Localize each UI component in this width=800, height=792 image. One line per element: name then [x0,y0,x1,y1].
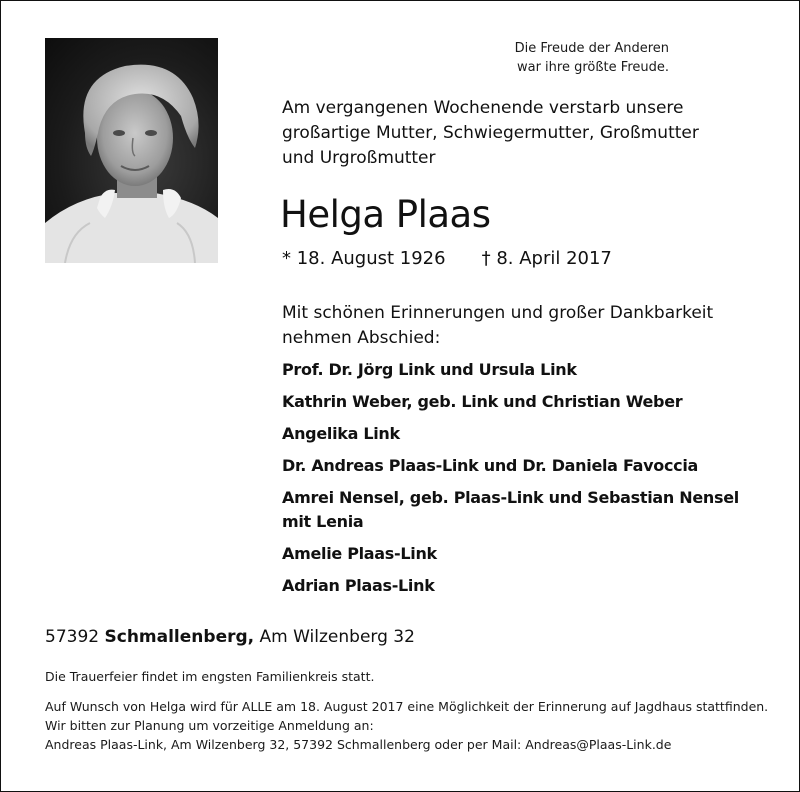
mourner-entry: Adrian Plaas-Link [282,576,435,595]
motto-line: war ihre größte Freude. [516,60,669,75]
mourner-entry: mit Lenia [282,512,364,531]
intro-line: und Urgroßmutter [282,148,436,168]
portrait-illustration [45,38,218,263]
mourner-entry: Angelika Link [282,424,400,443]
mourners-list [282,358,782,606]
notes-section [45,667,768,754]
deceased-name: Helga Plaas [280,193,491,236]
intro-line: großartige Mutter, Schwiegermutter, Großmutter [282,123,699,143]
intro-text [282,96,699,171]
motto-quote [431,39,669,77]
address-street: Am Wilzenberg 32 [259,627,415,647]
memorial-note-line: Andreas Plaas-Link, Am Wilzenberg 32, 57392 Schmallenberg oder per Mail: Andreas@Plaas-Link.de [45,737,672,752]
mourner-entry: Amelie Plaas-Link [282,544,437,563]
mourner-entry: Dr. Andreas Plaas-Link und Dr. Daniela Favoccia [282,456,699,475]
farewell-text [282,301,713,351]
motto-line: Die Freude der Anderen [514,41,669,56]
farewell-line: nehmen Abschied: [282,328,441,348]
memorial-note-line: Wir bitten zur Planung um vorzeitige Anmeldung an: [45,718,374,733]
birth-date: * 18. August 1926 [282,248,446,269]
life-dates [282,247,612,271]
address-city: Schmallenberg, [104,627,255,647]
farewell-line: Mit schönen Erinnerungen und großer Dankbarkeit [282,303,714,323]
memorial-note-line: Auf Wunsch von Helga wird für ALLE am 18. August 2017 eine Möglichkeit der Erinnerung auf Jagdhaus stattfinden. [45,699,769,714]
portrait-photo [45,38,218,263]
mourner-entry: Amrei Nensel, geb. Plaas-Link und Sebastian Nensel [282,488,739,507]
death-date: † 8. April 2017 [481,248,612,269]
intro-line: Am vergangenen Wochenende verstarb unsere [282,98,684,118]
address-postcode: 57392 [45,627,100,647]
mourner-entry: Prof. Dr. Jörg Link und Ursula Link [282,360,577,379]
family-address [45,625,415,649]
mourner-entry: Kathrin Weber, geb. Link und Christian Weber [282,392,683,411]
ceremony-note: Die Trauerfeier findet im engsten Familienkreis statt. [45,669,375,684]
